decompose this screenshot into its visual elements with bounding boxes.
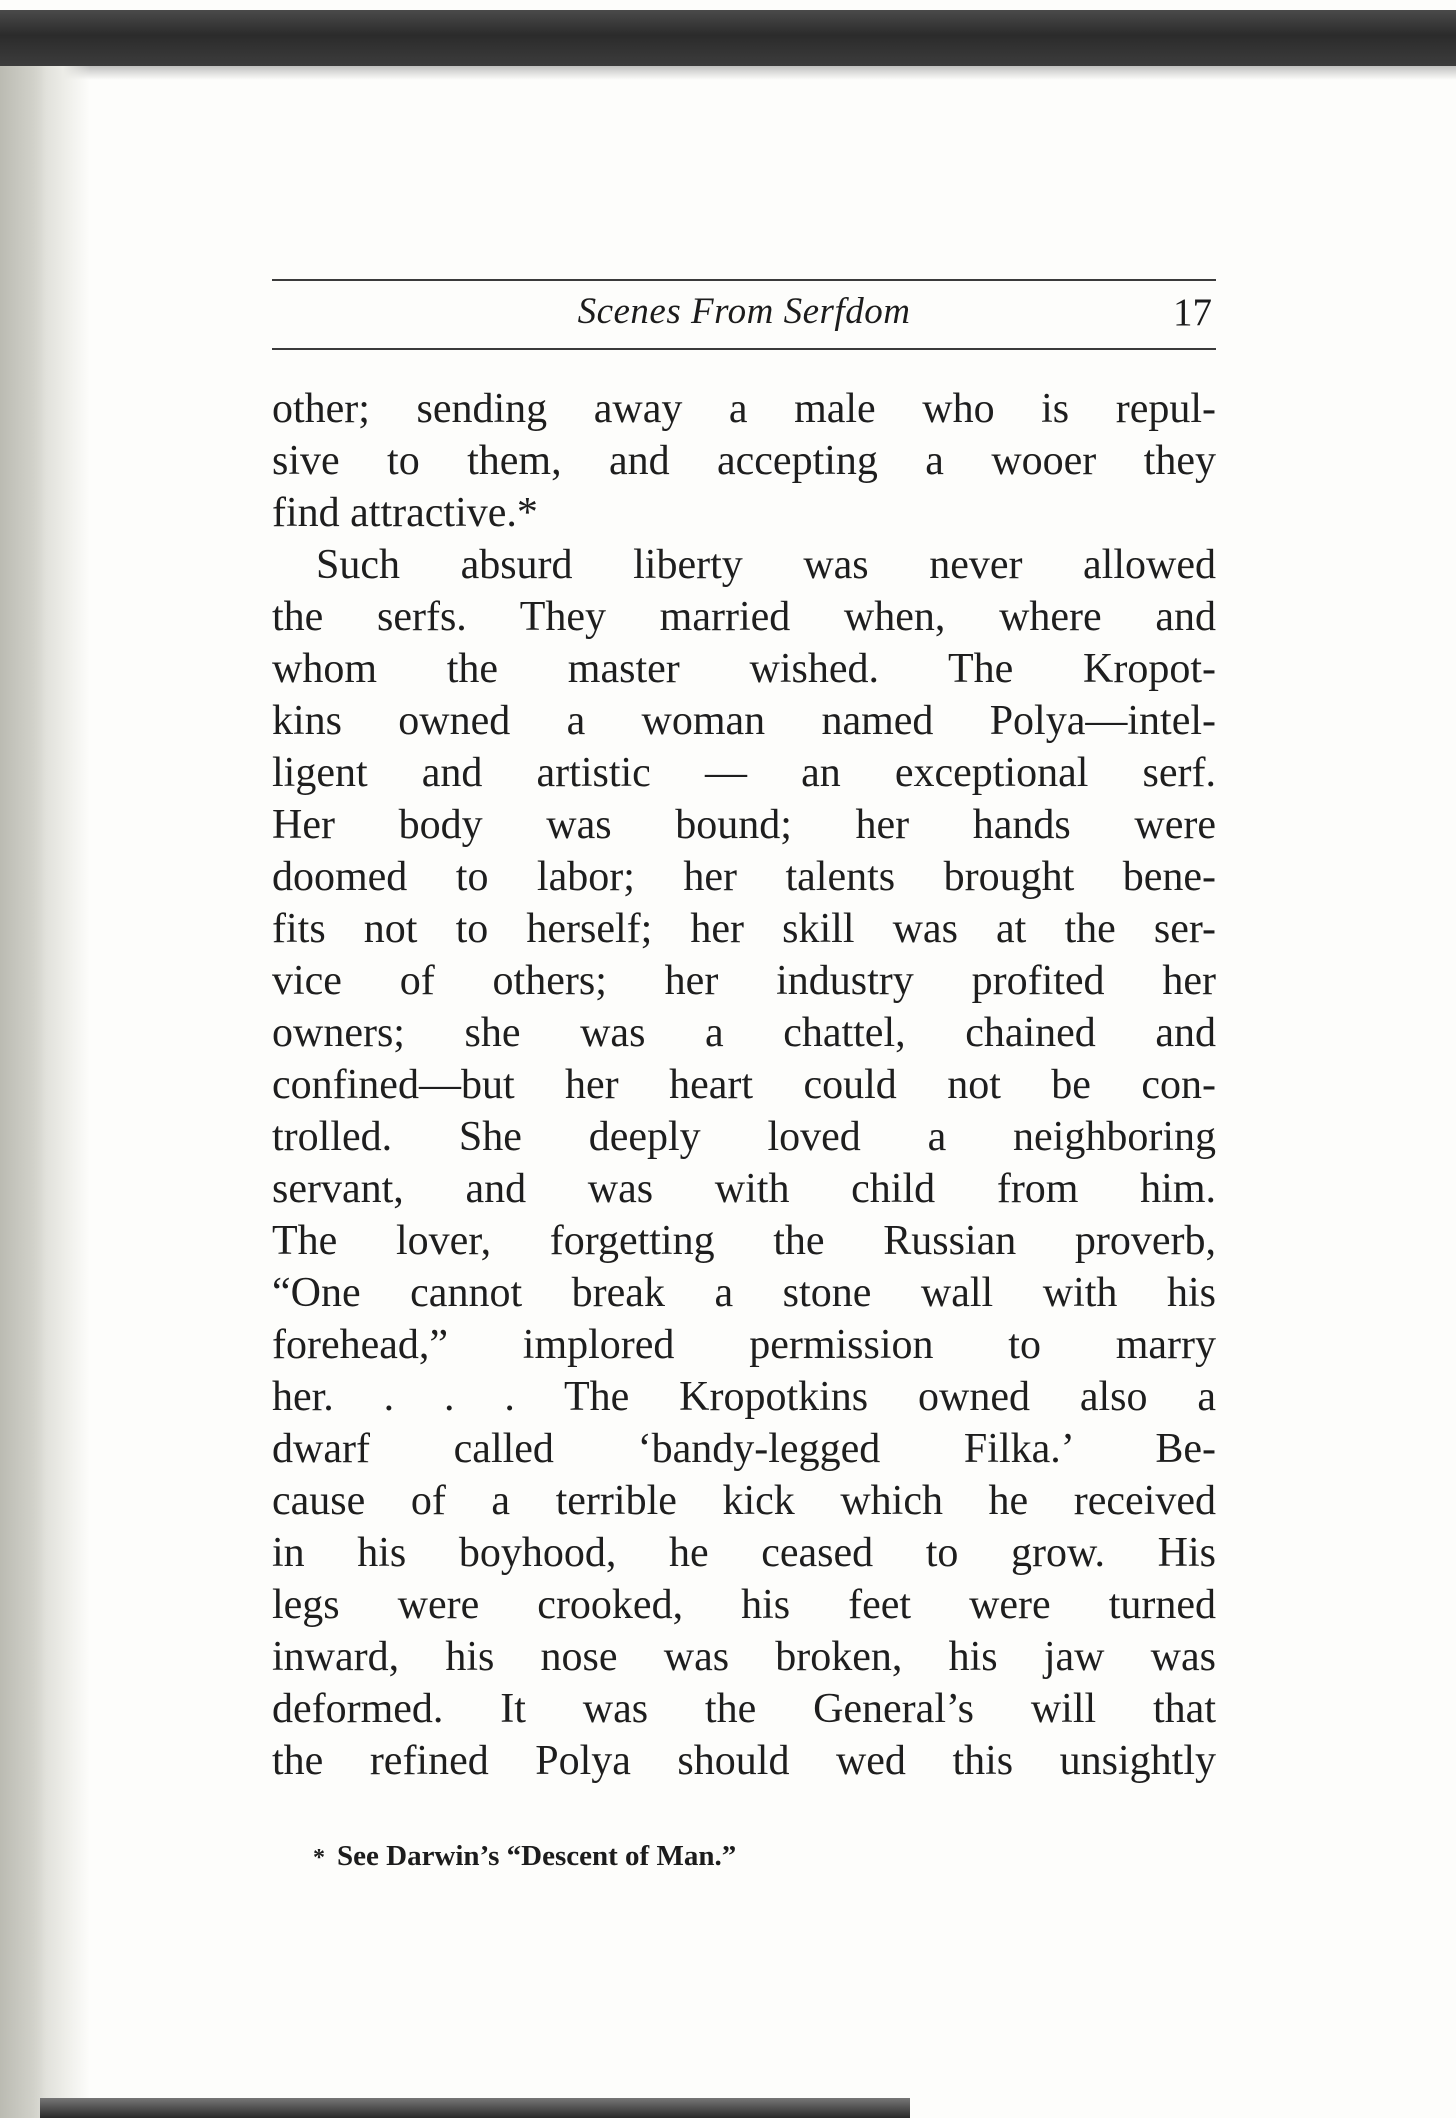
text-line: The lover, forgetting the Russian proverb, [272,1218,1216,1264]
text-line: servant, and was with child from him. [272,1166,1216,1212]
text-line: in his boyhood, he ceased to grow. His [272,1530,1216,1576]
running-head [272,284,1216,346]
body-text [272,383,1216,1787]
scan-top-edge [0,10,1456,66]
text-line: trolled. She deeply loved a neighboring [272,1114,1216,1160]
text-line: vice of others; her industry profited her [272,958,1216,1004]
text-line: other; sending away a male who is repul- [272,386,1216,432]
text-line: owners; she was a chattel, chained and [272,1010,1216,1056]
header-rule-bottom [272,348,1216,350]
text-line: ligent and artistic — an exceptional serf. [272,750,1216,796]
text-line: the refined Polya should wed this unsightly [272,1738,1216,1784]
text-line: Such absurd liberty was never allowed [316,542,1216,588]
text-line: legs were crooked, his feet were turned [272,1582,1216,1628]
footnote [313,1840,736,1873]
text-line: kins owned a woman named Polya—intel- [272,698,1216,744]
binding-gutter-edge [0,66,46,2118]
text-line: inward, his nose was broken, his jaw was [272,1634,1216,1680]
text-line: cause of a terrible kick which he received [272,1478,1216,1524]
text-line: forehead,” implored permission to marry [272,1322,1216,1368]
footnote-text: See Darwin’s “Descent of Man.” [337,1840,737,1872]
text-line: the serfs. They married when, where and [272,594,1216,640]
text-line: find attractive.* [272,490,538,536]
text-line: whom the master wished. The Kropot- [272,646,1216,692]
text-line: confined—but her heart could not be con- [272,1062,1216,1108]
text-line: doomed to labor; her talents brought bene- [272,854,1216,900]
footnote-mark: * [313,1845,325,1871]
text-line: dwarf called ‘bandy-legged Filka.’ Be- [272,1426,1216,1472]
page-number: 17 [1173,291,1212,334]
text-line: deformed. It was the General’s will that [272,1686,1216,1732]
text-line: “One cannot break a stone wall with his [272,1270,1216,1316]
text-line: sive to them, and accepting a wooer they [272,438,1216,484]
text-line: her. . . . The Kropotkins owned also a [272,1374,1216,1420]
scan-bottom-edge [40,2098,910,2118]
text-line: Her body was bound; her hands were [272,802,1216,848]
header-rule-top [272,279,1216,281]
scan-top-shadow [0,66,1456,80]
running-title: Scenes From Serfdom [577,291,911,332]
text-line: fits not to herself; her skill was at the ser- [272,906,1216,952]
